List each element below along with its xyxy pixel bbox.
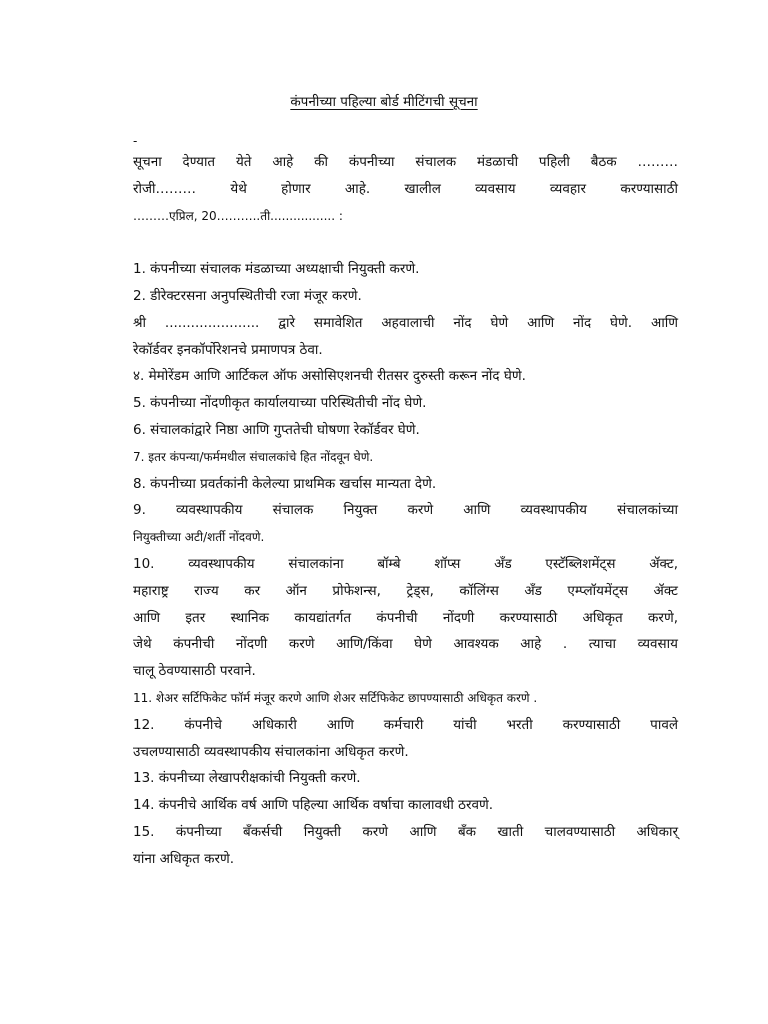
agenda-item-12: 12. कंपनीचे अधिकारी आणि कर्मचारी यांची भरती करण्यासाठी पावले <box>133 717 678 733</box>
agenda-item-5: 5. कंपनीच्या नोंदणीकृत कार्यालयाच्या परिस्थितीची नोंद घेणे. <box>133 395 427 411</box>
agenda-item-11: 11. शेअर सर्टिफिकेट फॉर्म मंजूर करणे आणि शेअर सर्टिफिकेट छापण्यासाठी अधिकृत करणे . <box>133 691 538 705</box>
agenda-item-9-cont: नियुक्तीच्या अटी/शर्ती नोंदवणे. <box>133 530 265 544</box>
agenda-item-15: 15. कंपनीच्या बँकर्सची नियुक्ती करणे आणि बँक खाती चालवण्यासाठी अधिकार् <box>133 824 678 840</box>
agenda-item-13: 13. कंपनीच्या लेखापरीक्षकांची नियुक्ती करणे. <box>133 770 361 786</box>
notice-line-3: ………एप्रिल, 20………..ती................. : <box>133 209 343 223</box>
agenda-item-1: 1. कंपनीच्या संचालक मंडळाच्या अध्यक्षाची नियुक्ती करणे. <box>133 261 420 277</box>
dash-mark: - <box>133 134 138 148</box>
agenda-item-10-cont-4: चालू ठेवण्यासाठी परवाने. <box>133 663 256 679</box>
agenda-item-3: श्री ...................... द्वारे समावेशित अहवालाची नोंद घेणे आणि नोंद घेणे. आणि <box>133 315 678 331</box>
agenda-item-14: 14. कंपनीचे आर्थिक वर्ष आणि पहिल्या आर्थिक वर्षाचा कालावधी ठरवणे. <box>133 797 494 813</box>
agenda-item-10-cont-1: महाराष्ट्र राज्य कर ऑन प्रोफेशन्स, ट्रेड्स, कॉलिंग्स अँड एम्प्लॉयमेंट्स ॲक्ट <box>133 583 678 599</box>
agenda-item-10-cont-2: आणि इतर स्थानिक कायद्यांतर्गत कंपनीची नोंदणी करण्यासाठी अधिकृत करणे, <box>133 610 678 626</box>
agenda-item-10: 10. व्यवस्थापकीय संचालकांना बॉम्बे शॉप्स अँड एस्टॅब्लिशमेंट्स ॲक्ट, <box>133 556 678 572</box>
agenda-item-15-cont: यांना अधिकृत करणे. <box>133 851 235 867</box>
agenda-item-9: 9. व्यवस्थापकीय संचालक नियुक्त करणे आणि व्यवस्थापकीय संचालकांच्या <box>133 502 678 518</box>
agenda-item-10-cont-3: जेथे कंपनीची नोंदणी करणे आणि/किंवा घेणे आवश्यक आहे . त्याचा व्यवसाय <box>133 636 678 652</box>
notice-line-2: रोजी……… येथे होणार आहे. खालील व्यवसाय व्यवहार करण्यासाठी <box>133 181 678 197</box>
agenda-item-6: 6. संचालकांद्वारे निष्ठा आणि गुप्ततेची घोषणा रेकॉर्डवर घेणे. <box>133 422 420 438</box>
agenda-item-12-cont: उचलण्यासाठी व्यवस्थापकीय संचालकांना अधिकृत करणे. <box>133 744 409 760</box>
notice-line-1: सूचना देण्यात येते आहे की कंपनीच्या संचालक मंडळाची पहिली बैठक ……… <box>133 154 678 170</box>
document-title: कंपनीच्या पहिल्या बोर्ड मीटिंगची सूचना <box>290 94 478 110</box>
agenda-item-7: 7. इतर कंपन्या/फर्ममधील संचालकांचे हित नोंदवून घेणे. <box>133 450 374 464</box>
agenda-item-8: 8. कंपनीच्या प्रवर्तकांनी केलेल्या प्राथमिक खर्चास मान्यता देणे. <box>133 476 437 492</box>
agenda-item-2: 2. डीरेक्टरसना अनुपस्थितीची रजा मंजूर करणे. <box>133 288 362 304</box>
agenda-item-4: ४. मेमोरेंडम आणि आर्टिकल ऑफ असोसिएशनची रीतसर दुरुस्ती करून नोंद घेणे. <box>133 368 526 384</box>
agenda-item-3-cont: रेकॉर्डवर इनकॉर्पोरेशनचे प्रमाणपत्र ठेवा. <box>133 342 323 358</box>
